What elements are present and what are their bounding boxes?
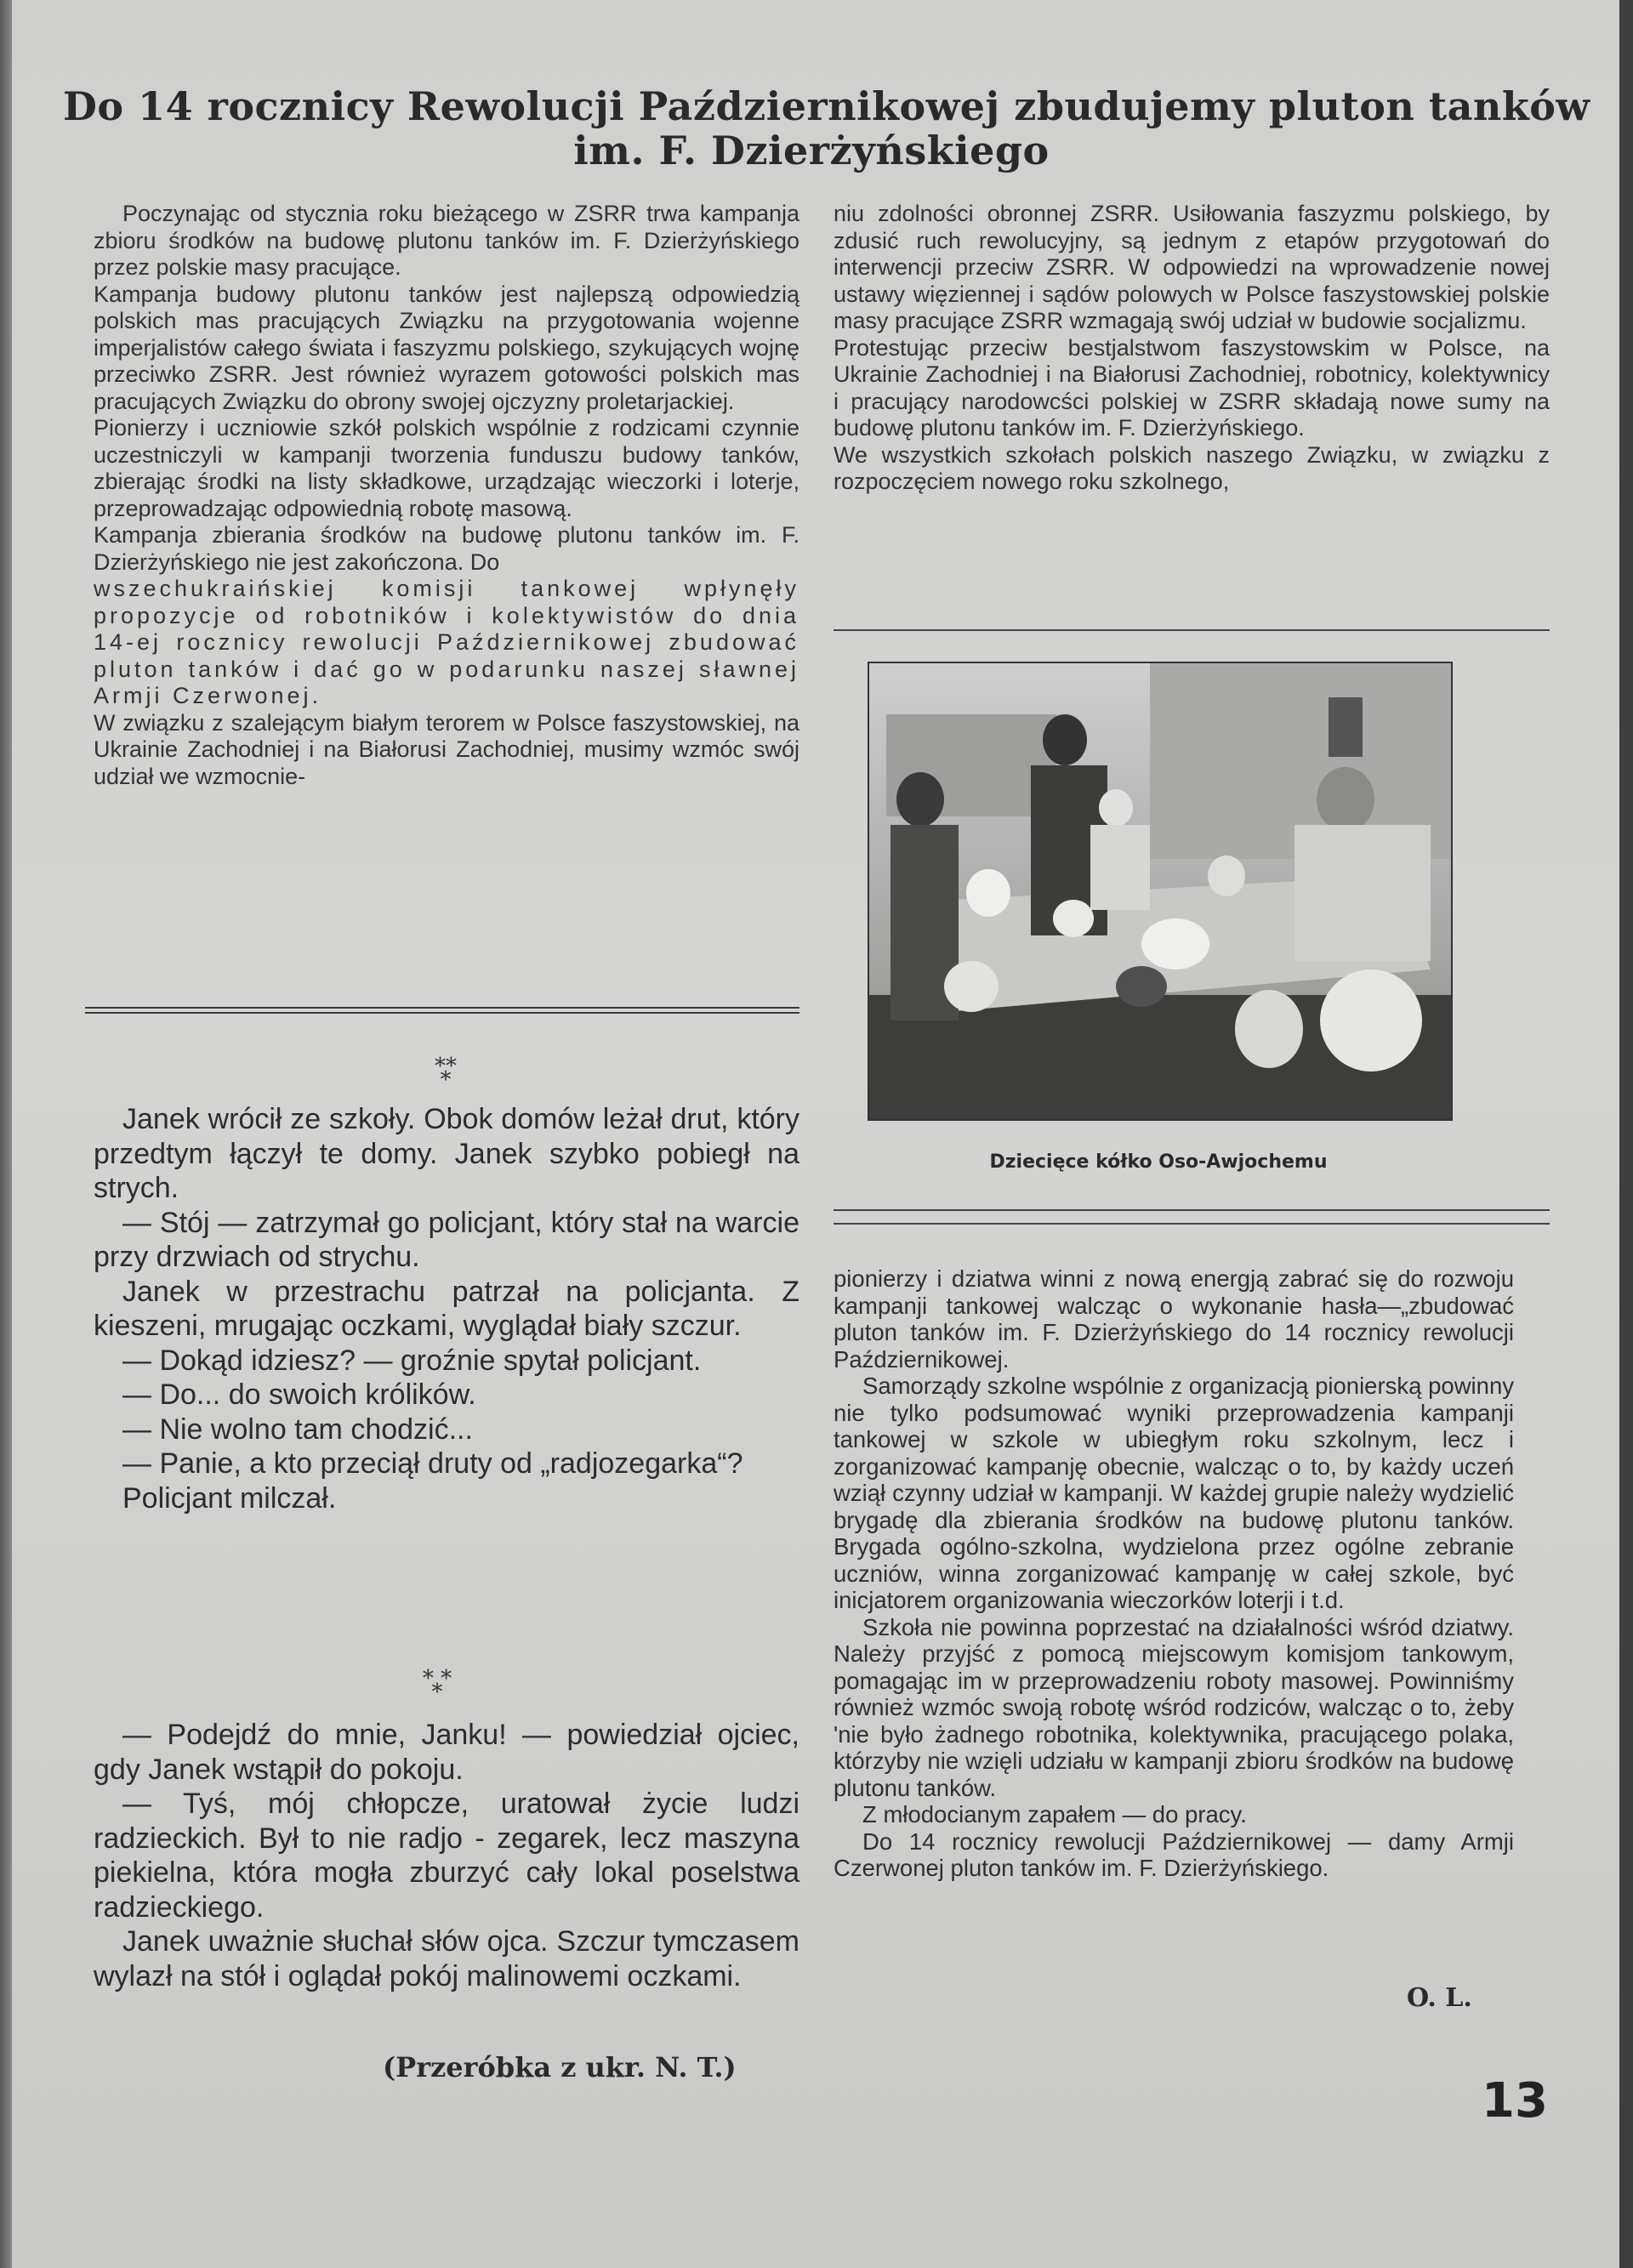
photo-image [869, 663, 1451, 1119]
story-part-1 [94, 1102, 799, 1515]
article-right-column [834, 201, 1550, 496]
article-title-line-2: im. F. Dzierżyńskiego [573, 128, 1050, 173]
paragraph: W związku z szalejącym białym terorem w Polsce faszystowskiej, na Ukrainie Zachodniej i na Białorusi Zachodniej, musimy wzmóc swój udział we wzmocnie- [94, 709, 799, 789]
story-paragraph: — Do... do swoich królików. [122, 1378, 476, 1411]
paragraph: Kampanja budowy plutonu tanków jest najlepszą odpowiedzią polskich mas pracujących Związku na przygotowania wojenne imperjalistów całego świata i faszyzmu polskiego, szykujących wojnę przeciwko ZSRR. Jest również wyrazem gotowości polskich mas pracujących Związku do obrony swojej ojczyzny proletarjackiej. [94, 281, 799, 414]
section-divider [85, 1007, 799, 1014]
divider-above-photo [834, 629, 1550, 631]
story-paragraph: — Panie, a kto przeciął druty od „radjozegarka“? [122, 1447, 743, 1480]
paragraph: Kampanja zbierania środków na budowę plutonu tanków im. F. Dzierżyńskiego nie jest zakończona. Do [94, 522, 799, 575]
paragraph: Do 14 rocznicy rewolucji Październikowej — damy Armji Czerwonej pluton tanków im. F. Dzierżyńskiego. [834, 1827, 1514, 1881]
story-credit: (Przeróbka z ukr. N. T.) [383, 2051, 737, 2083]
story-part-2 [94, 1718, 799, 1993]
story-paragraph: Janek wrócił ze szkoły. Obok domów leżał drut, który przedtym łączył te domy. Janek szybko pobiegł na strych. [94, 1103, 799, 1204]
story-paragraph: — Podejdź do mnie, Janku! — powiedział ojciec, gdy Janek wstąpił do pokoju. [94, 1719, 799, 1786]
paragraph: Poczynając od stycznia roku bieżącego w ZSRR trwa kampanja zbioru środków na budowę plutonu tanków im. F. Dzierżyńskiego przez polskie masy pracujące. [94, 201, 799, 280]
paragraph: pionierzy i dziatwa winni z nową energją zabrać się do rozwoju kampanji tankowej walcząc o wykonanie hasła—„zbudować pluton tanków im. F. Dzierżyńskiego do 14 rocznicy rewolucji Październikowej. [834, 1265, 1514, 1373]
article-right-continuation [834, 1265, 1514, 1882]
story-paragraph: — Nie wolno tam chodzić... [122, 1413, 473, 1446]
story-paragraph: — Tyś, mój chłopcze, uratował życie ludzi radzieckich. Był to nie radjo - zegarek, lecz maszyna piekielna, która mogła zburzyć cały lokal poselstwa radzieckiego. [94, 1788, 799, 1924]
paragraph-spaced: wszechukraińskiej komisji tankowej wpłynęły propozycje od robotników i kolektywistów do dnia 14-ej rocznicy rewolucji Październikowej zbudować pluton tanków i dać go w podarunku naszej sławnej Armji Czerwonej. [94, 576, 799, 708]
story-paragraph: — Stój — zatrzymał go policjant, który stał na warcie przy drzwiach od strychu. [94, 1206, 799, 1273]
paragraph: niu zdolności obronnej ZSRR. Usiłowania faszyzmu polskiego, by zdusić ruch rewolucyjny, są jednym z etapów przygotowań do interwencji przeciw ZSRR. W odpowiedzi na wprowadzenie nowej ustawy więziennej i sądów polowych w Polsce faszystowskiej polskie masy pracujące ZSRR wzmagają swój udział w budowie socjalizmu. [834, 201, 1550, 333]
story-paragraph: Policjant milczał. [122, 1481, 337, 1515]
divider-below-caption-2 [834, 1223, 1550, 1225]
paragraph: Szkoła nie powinna poprzestać na działalności wśród dziatwy. Należy przyjść z pomocą miejscowym komisjom tankowym, pomagając im w przeprowadzeniu roboty masowej. Powinniśmy również wzmóc swoją robotę wśród rodziców, walcząc o to, żeby 'nie było żadnego robotnika, kolektywnika, pracującego polaka, którzyby nie wzięli udziału w kampanji zbioru środków na budowę plutonu tanków. [834, 1613, 1514, 1801]
story-paragraph: Janek w przestrachu patrzał na policjanta. Z kieszeni, mrugając oczkami, wyglądał biały szczur. [94, 1275, 799, 1342]
page-binding-edge [0, 0, 12, 2268]
paragraph: Protestując przeciw bestjalstwom faszystowskim w Polsce, na Ukrainie Zachodniej i na Białorusi Zachodniej, robotnicy, kolektywnicy i pracujący narodowcści polskiej w ZSRR składają nowe sumy na budowę plutonu tanków im. F. Dzierżyńskiego. [834, 334, 1550, 441]
story-asterisks-1: ** * [435, 1054, 457, 1093]
story-paragraph: Janek uważnie słuchał słów ojca. Szczur tymczasem wylazł na stół i oglądał pokój malinowemi oczkami. [94, 1925, 799, 1992]
article-left-column [94, 201, 799, 790]
photo-children-club [868, 662, 1453, 1121]
article-signature: O. L. [1407, 1983, 1472, 2013]
paragraph: Pionierzy i uczniowie szkół polskich wspólnie z rodzicami czynnie uczestniczyli w kampanji tworzenia funduszu budowy tanków, zbierając środki na listy składkowe, urządzając wieczorki i loterje, przeprowadzając odpowiednią robotę masową. [94, 415, 799, 521]
story-paragraph: — Dokąd idziesz? — groźnie spytał policjant. [122, 1344, 702, 1377]
photo-caption: Dziecięce kółko Oso-Awjochemu [989, 1151, 1328, 1173]
paragraph: Samorządy szkolne wspólnie z organizacją pionierską powinny nie tylko podsumować wyniki przeprowadzenia kampanji tankowej w szkole w ubiegłym roku szkolnym, lecz i zorganizować kampanję obecnie, walcząc o to, by każdy uczeń wziął czynny udział w kampanji. W każdej grupie należy wydzielić brygadę dla zbierania środków na budowę plutonu tanków. Brygada ogólno-szkolna, wydzielona przez ogólne zebranie uczniów, winna zorganizować kampanję w całej szkole, być inicjatorem organizowania wieczorków loterji i t.d. [834, 1373, 1514, 1613]
divider-below-caption [834, 1209, 1550, 1211]
story-asterisks-2: * * * [422, 1666, 452, 1705]
article-title-line-1: Do 14 rocznicy Rewolucji Październikowej zbudujemy pluton tanków [63, 83, 1590, 129]
paragraph: We wszystkich szkołach polskich naszego Związku, w związku z rozpoczęciem nowego roku szkolnego, [834, 441, 1550, 494]
page-number: 13 [1482, 2073, 1548, 2129]
magazine-page [12, 0, 1619, 2268]
paragraph: Z młodocianym zapałem — do pracy. [862, 1801, 1247, 1827]
